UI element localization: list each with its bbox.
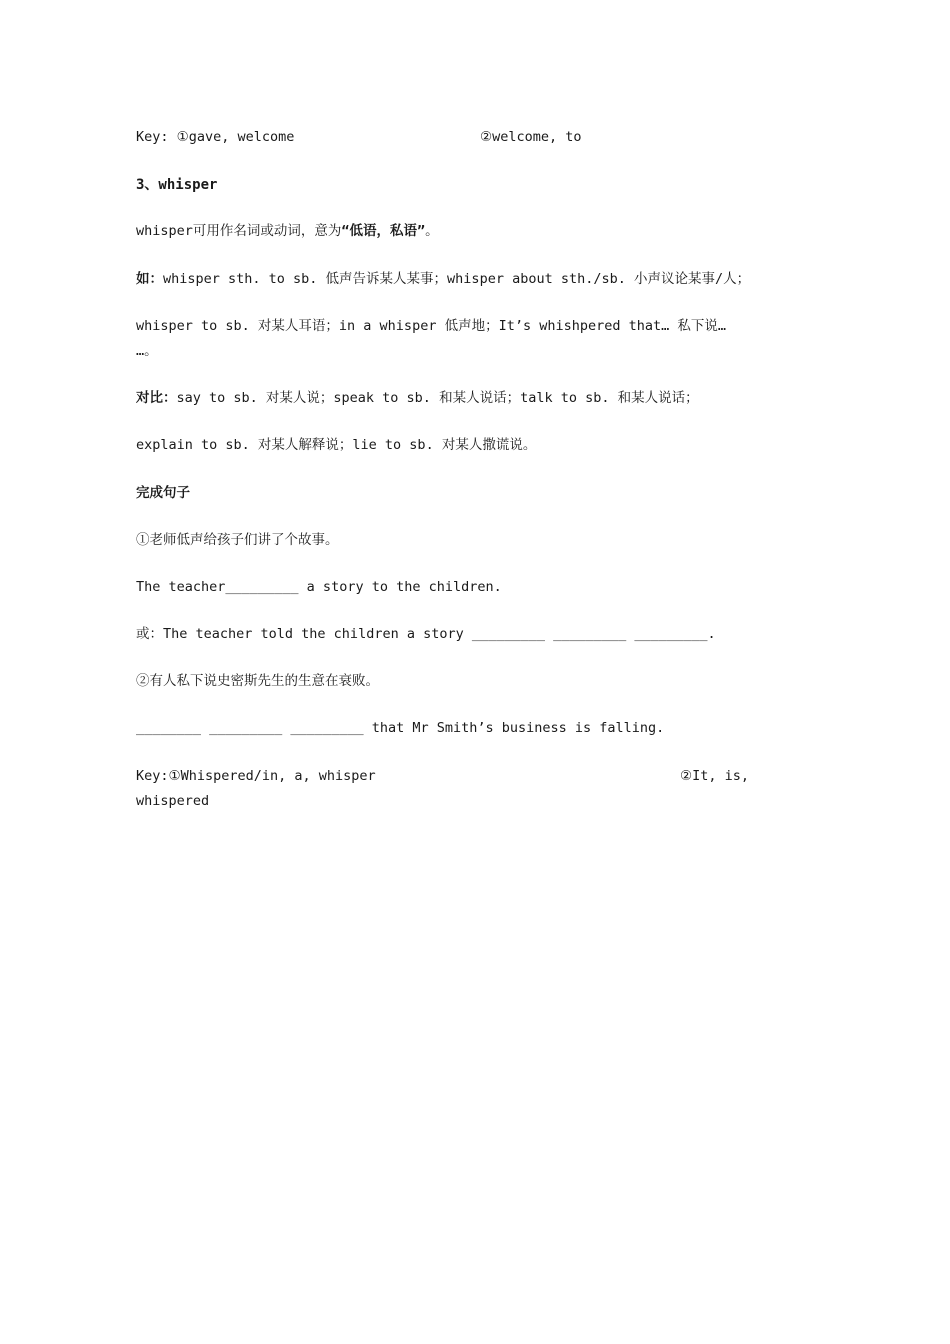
definition-paragraph	[136, 221, 439, 241]
examples-line-3: …。	[136, 343, 158, 359]
question-2-chinese: ②有人私下说史密斯先生的生意在衰败。	[136, 673, 379, 689]
question-1-english: The teacher_________ a story to the children.	[136, 579, 502, 595]
question-2-english: ________ _________ _________ that Mr Smith’s business is falling.	[136, 720, 665, 736]
compare-line-2: explain to sb. 对某人解释说；lie to sb. 对某人撒谎说。	[136, 437, 537, 453]
examples-label: 如：	[136, 271, 163, 287]
section-title: 3、whisper	[136, 177, 218, 193]
answer-key-2-wrap: whispered	[136, 793, 210, 809]
definition-meaning: “低语，私语”	[341, 223, 426, 239]
examples-line-2: whisper to sb. 对某人耳语；in a whisper 低声地；It’s whishpered that… 私下说…	[136, 318, 727, 334]
answer-key-2-part-1: Key:①Whispered/in, a, whisper	[136, 768, 376, 784]
exercise-heading: 完成句子	[136, 485, 190, 501]
examples-line-1	[136, 269, 750, 289]
answer-key-2-part-2: ②It, is,	[680, 768, 749, 784]
answer-key-1-part-2: ②welcome, to	[480, 129, 582, 145]
definition-text: whisper可用作名词或动词，意为	[136, 223, 342, 239]
compare-text-1: say to sb. 对某人说；speak to sb. 和某人说话；talk to sb. 和某人说话；	[176, 390, 699, 406]
examples-text-1: whisper sth. to sb. 低声告诉某人某事；whisper about sth./sb. 小声议论某事/人；	[163, 271, 751, 287]
question-1-chinese: ①老师低声给孩子们讲了个故事。	[136, 532, 339, 548]
definition-end: 。	[425, 223, 439, 239]
question-1-alternative: 或：The teacher told the children a story _________ _________ _________.	[136, 626, 716, 642]
compare-line-1	[136, 388, 699, 408]
answer-key-1	[136, 127, 582, 147]
answer-key-1-part-1: Key: ①gave, welcome	[136, 129, 295, 145]
answer-key-2	[136, 766, 749, 786]
compare-label: 对比：	[136, 390, 177, 406]
